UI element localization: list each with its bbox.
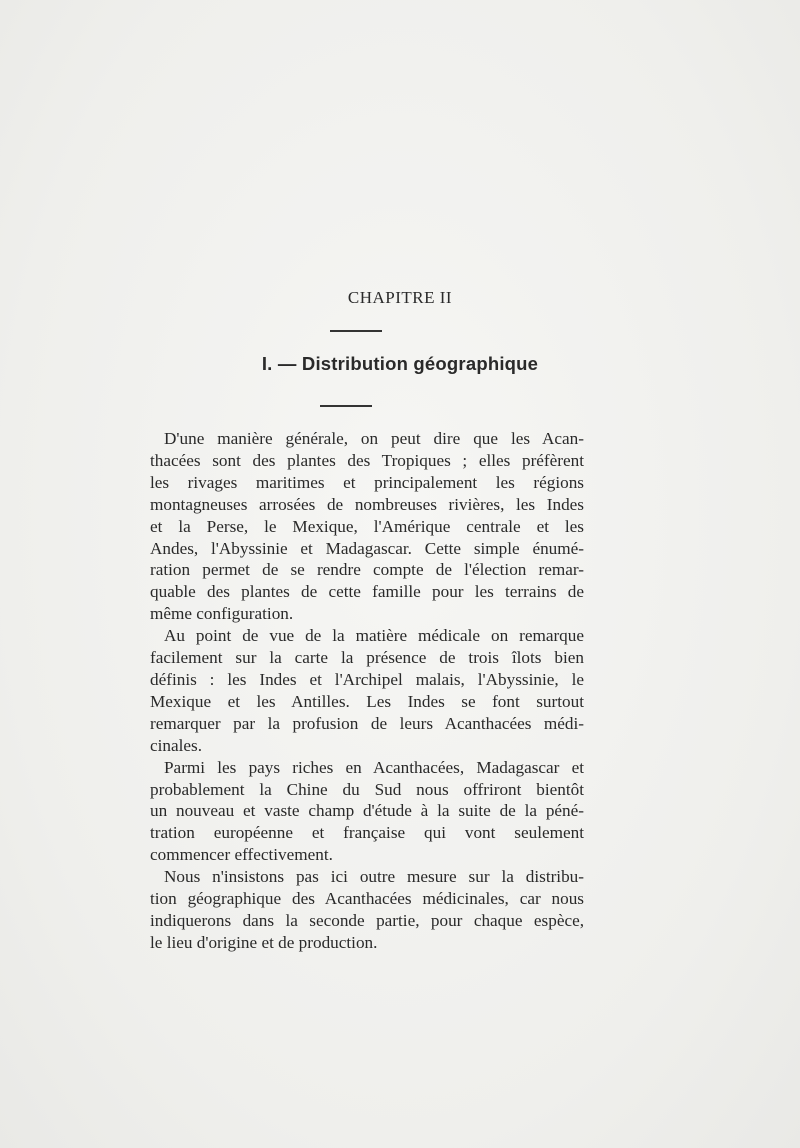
body-text (136, 428, 584, 954)
paragraph-3 (136, 757, 584, 867)
text-line: définis : les Indes et l'Archipel malais, l'Abyssinie, le (150, 669, 584, 689)
text-line: Au point de vue de la matière médicale on remarque (164, 626, 584, 646)
heading-divider-bottom (320, 405, 372, 407)
text-line: indiquerons dans la seconde partie, pour chaque espèce, (150, 910, 584, 930)
paragraph-4 (136, 866, 584, 954)
text-line: montagneuses arrosées de nombreuses rivières, les Indes (150, 494, 584, 514)
chapter-heading: CHAPITRE II (347, 288, 453, 307)
text-line: Mexique et les Antilles. Les Indes se font surtout (150, 691, 584, 711)
text-line: Andes, l'Abyssinie et Madagascar. Cette simple énumé- (150, 538, 584, 558)
text-line: facilement sur la carte la présence de trois îlots bien (150, 648, 584, 668)
text-line: cinales. (150, 735, 203, 755)
text-line: et la Perse, le Mexique, l'Amérique centrale et les (150, 516, 584, 536)
text-line: remarquer par la profusion de leurs Acanthacées médi- (150, 713, 584, 733)
paragraph-1 (136, 428, 584, 625)
text-line: un nouveau et vaste champ d'étude à la suite de la péné- (150, 801, 584, 821)
text-line: les rivages maritimes et principalement les régions (150, 472, 584, 492)
text-line: Nous n'insistons pas ici outre mesure sur la distribu- (164, 867, 584, 887)
text-line: D'une manière générale, on peut dire que les Acan- (164, 429, 584, 448)
text-line: tion géographique des Acanthacées médicinales, car nous (150, 889, 584, 909)
heading-divider-top (330, 330, 382, 332)
section-title: I. — Distribution géographique (261, 353, 539, 374)
text-line: commencer effectivement. (150, 845, 333, 865)
text-line: le lieu d'origine et de production. (150, 932, 378, 952)
text-line: thacées sont des plantes des Tropiques ; elles préfèrent (150, 450, 584, 470)
paragraph-2 (136, 625, 584, 756)
text-line: ration permet de se rendre compte de l'élection remar- (150, 560, 584, 580)
text-line: Parmi les pays riches en Acanthacées, Madagascar et (164, 757, 584, 777)
text-line: tration européenne et française qui vont seulement (150, 823, 584, 843)
text-line: probablement la Chine du Sud nous offriront bientôt (150, 779, 584, 799)
text-line: même configuration. (150, 604, 294, 624)
text-line: quable des plantes de cette famille pour les terrains de (150, 582, 584, 602)
